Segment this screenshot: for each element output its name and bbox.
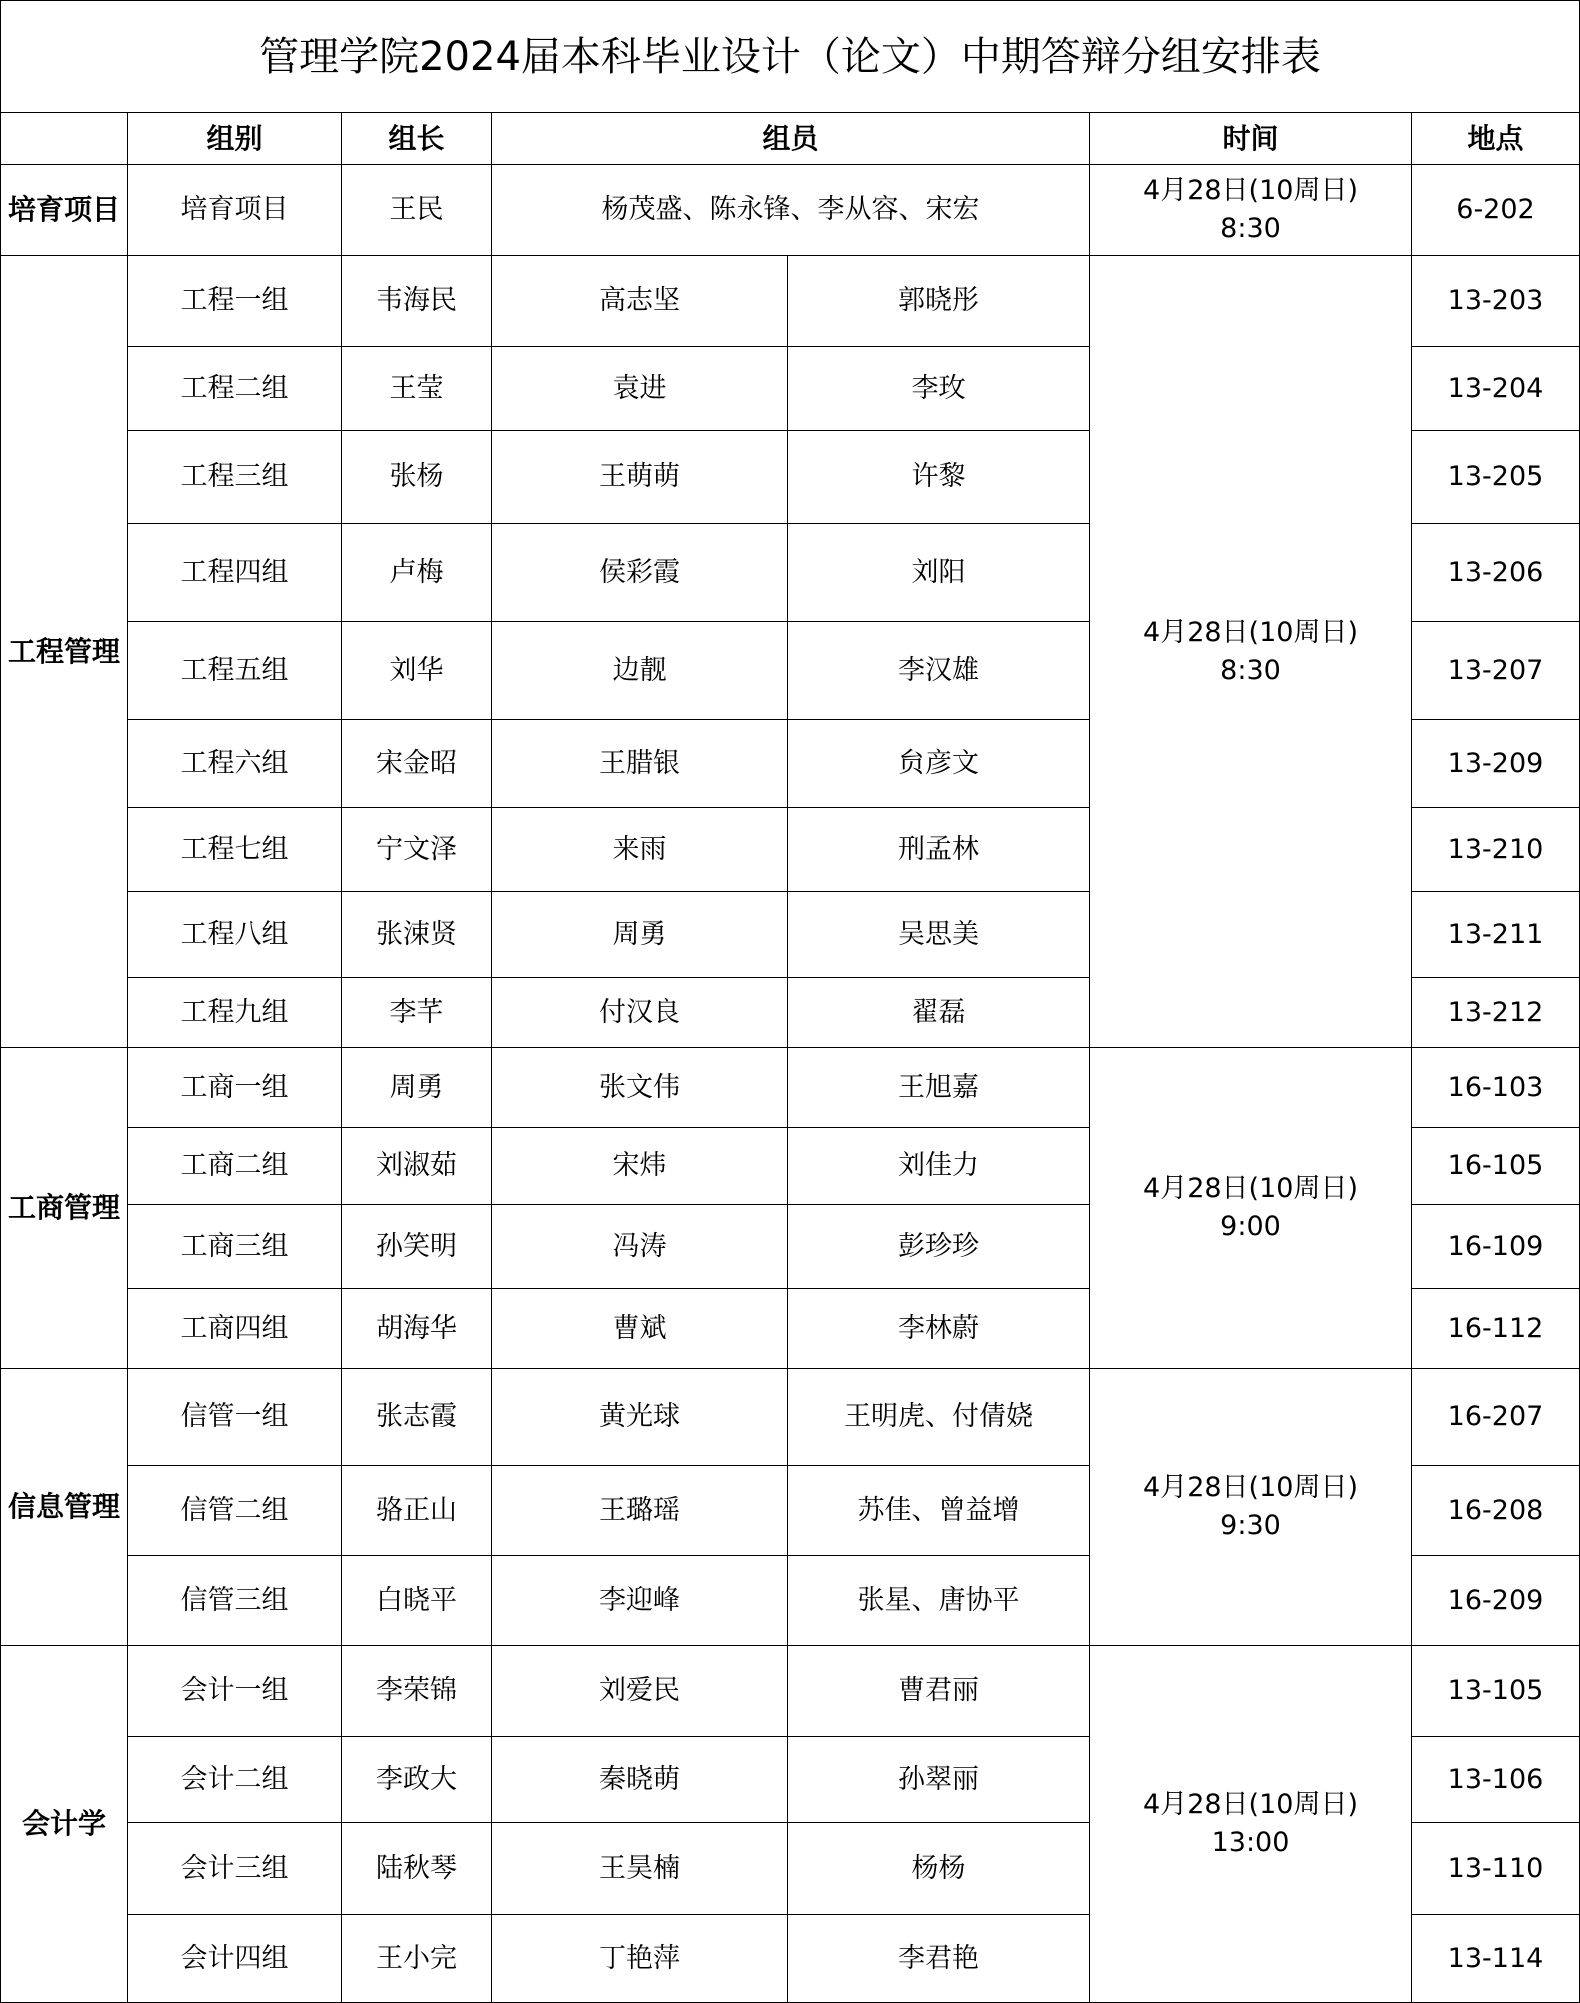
member-cell: 吴思美 [788, 892, 1090, 978]
place-cell: 16-209 [1412, 1556, 1580, 1646]
place-cell: 13-106 [1412, 1737, 1580, 1823]
page-title: 管理学院2024届本科毕业设计（论文）中期答辩分组安排表 [1, 1, 1580, 113]
leader-cell: 孙笑明 [342, 1205, 492, 1289]
leader-cell: 陆秋琴 [342, 1823, 492, 1915]
time-clock: 8:30 [1220, 213, 1281, 244]
member-cell: 王萌萌 [492, 431, 788, 524]
place-cell: 13-203 [1412, 256, 1580, 347]
leader-cell: 韦海民 [342, 256, 492, 347]
place-cell: 13-114 [1412, 1915, 1580, 2003]
member-cell: 李汉雄 [788, 622, 1090, 720]
member-cell: 张文伟 [492, 1048, 788, 1128]
dept-label: 会计学 [1, 1646, 128, 2003]
group-cell: 工商二组 [128, 1128, 342, 1205]
member-cell: 王腊银 [492, 720, 788, 808]
member-cell: 边靓 [492, 622, 788, 720]
time-clock: 9:00 [1220, 1211, 1281, 1242]
member-cell: 曹斌 [492, 1289, 788, 1369]
leader-cell: 骆正山 [342, 1466, 492, 1556]
leader-cell: 刘华 [342, 622, 492, 720]
time-cell [1090, 165, 1412, 256]
leader-cell: 张志霞 [342, 1369, 492, 1466]
time-cell [1090, 1048, 1412, 1369]
group-cell: 工商一组 [128, 1048, 342, 1128]
group-cell: 会计三组 [128, 1823, 342, 1915]
group-cell: 工商三组 [128, 1205, 342, 1289]
member-cell: 刑孟林 [788, 808, 1090, 892]
group-cell: 会计二组 [128, 1737, 342, 1823]
member-cell: 侯彩霞 [492, 524, 788, 622]
member-cell: 彭珍珍 [788, 1205, 1090, 1289]
leader-cell: 卢梅 [342, 524, 492, 622]
header-time: 时间 [1090, 113, 1412, 165]
group-cell: 工程八组 [128, 892, 342, 978]
time-date: 4月28日(10周日) [1143, 1472, 1358, 1503]
table-row [1, 1369, 1580, 1466]
header-dept [1, 113, 128, 165]
place-cell: 16-208 [1412, 1466, 1580, 1556]
member-cell: 袁进 [492, 347, 788, 431]
member-cell: 来雨 [492, 808, 788, 892]
header-leader: 组长 [342, 113, 492, 165]
member-cell: 王昊楠 [492, 1823, 788, 1915]
member-cell: 付汉良 [492, 978, 788, 1048]
member-cell: 李迎峰 [492, 1556, 788, 1646]
member-cell: 黄光球 [492, 1369, 788, 1466]
member-cell: 王明虎、付倩娆 [788, 1369, 1090, 1466]
dept-label: 培育项目 [1, 165, 128, 256]
time-clock: 9:30 [1220, 1510, 1281, 1541]
place-cell: 13-211 [1412, 892, 1580, 978]
place-cell: 16-112 [1412, 1289, 1580, 1369]
time-cell [1090, 256, 1412, 1048]
group-cell: 工程六组 [128, 720, 342, 808]
header-place: 地点 [1412, 113, 1580, 165]
leader-cell: 刘淑茹 [342, 1128, 492, 1205]
group-cell: 信管一组 [128, 1369, 342, 1466]
member-cell: 李林蔚 [788, 1289, 1090, 1369]
member-cell: 冯涛 [492, 1205, 788, 1289]
leader-cell: 王小完 [342, 1915, 492, 2003]
leader-cell: 周勇 [342, 1048, 492, 1128]
leader-cell: 张涑贤 [342, 892, 492, 978]
place-cell: 13-204 [1412, 347, 1580, 431]
member-cell: 王旭嘉 [788, 1048, 1090, 1128]
leader-cell: 宁文泽 [342, 808, 492, 892]
leader-cell: 王民 [342, 165, 492, 256]
group-cell: 工程四组 [128, 524, 342, 622]
members-cell: 杨茂盛、陈永锋、李从容、宋宏 [492, 165, 1090, 256]
place-cell: 13-105 [1412, 1646, 1580, 1737]
time-date: 4月28日(10周日) [1143, 616, 1358, 648]
group-cell: 信管二组 [128, 1466, 342, 1556]
header-row [1, 113, 1580, 165]
place-cell: 13-110 [1412, 1823, 1580, 1915]
dept-label: 工程管理 [1, 256, 128, 1048]
member-cell: 翟磊 [788, 978, 1090, 1048]
member-cell: 丁艳萍 [492, 1915, 788, 2003]
member-cell: 孙翠丽 [788, 1737, 1090, 1823]
time-cell [1090, 1646, 1412, 2003]
header-group: 组别 [128, 113, 342, 165]
place-cell: 13-206 [1412, 524, 1580, 622]
place-cell: 13-205 [1412, 431, 1580, 524]
time-clock: 8:30 [1220, 654, 1281, 686]
member-cell: 苏佳、曾益增 [788, 1466, 1090, 1556]
leader-cell: 白晓平 [342, 1556, 492, 1646]
place-cell: 16-103 [1412, 1048, 1580, 1128]
place-cell: 13-210 [1412, 808, 1580, 892]
table-row [1, 1646, 1580, 1737]
place-cell: 16-109 [1412, 1205, 1580, 1289]
member-cell: 郭晓彤 [788, 256, 1090, 347]
time-date: 4月28日(10周日) [1143, 1173, 1358, 1204]
place-cell: 16-207 [1412, 1369, 1580, 1466]
group-cell: 培育项目 [128, 165, 342, 256]
group-cell: 信管三组 [128, 1556, 342, 1646]
member-cell: 李玫 [788, 347, 1090, 431]
group-cell: 工程五组 [128, 622, 342, 720]
table-row [1, 165, 1580, 256]
member-cell: 杨杨 [788, 1823, 1090, 1915]
group-cell: 工程二组 [128, 347, 342, 431]
member-cell: 许黎 [788, 431, 1090, 524]
member-cell: 曹君丽 [788, 1646, 1090, 1737]
group-cell: 工商四组 [128, 1289, 342, 1369]
time-date: 4月28日(10周日) [1143, 175, 1358, 206]
group-cell: 会计四组 [128, 1915, 342, 2003]
place-cell: 6-202 [1412, 165, 1580, 256]
place-cell: 13-212 [1412, 978, 1580, 1048]
member-cell: 刘阳 [788, 524, 1090, 622]
header-members: 组员 [492, 113, 1090, 165]
leader-cell: 张杨 [342, 431, 492, 524]
member-cell: 刘爱民 [492, 1646, 788, 1737]
member-cell: 宋炜 [492, 1128, 788, 1205]
group-cell: 会计一组 [128, 1646, 342, 1737]
member-cell: 贠彦文 [788, 720, 1090, 808]
place-cell: 13-207 [1412, 622, 1580, 720]
dept-label: 信息管理 [1, 1369, 128, 1646]
member-cell: 张星、唐协平 [788, 1556, 1090, 1646]
group-cell: 工程七组 [128, 808, 342, 892]
leader-cell: 李政大 [342, 1737, 492, 1823]
group-cell: 工程九组 [128, 978, 342, 1048]
member-cell: 李君艳 [788, 1915, 1090, 2003]
group-cell: 工程三组 [128, 431, 342, 524]
member-cell: 刘佳力 [788, 1128, 1090, 1205]
member-cell: 王璐瑶 [492, 1466, 788, 1556]
leader-cell: 李荣锦 [342, 1646, 492, 1737]
time-date: 4月28日(10周日) [1143, 1789, 1358, 1820]
dept-label: 工商管理 [1, 1048, 128, 1369]
time-clock: 13:00 [1211, 1827, 1290, 1858]
table-row [1, 1048, 1580, 1128]
time-cell [1090, 1369, 1412, 1646]
leader-cell: 胡海华 [342, 1289, 492, 1369]
table-row [1, 256, 1580, 347]
place-cell: 16-105 [1412, 1128, 1580, 1205]
place-cell: 13-209 [1412, 720, 1580, 808]
leader-cell: 李芊 [342, 978, 492, 1048]
leader-cell: 宋金昭 [342, 720, 492, 808]
member-cell: 周勇 [492, 892, 788, 978]
group-cell: 工程一组 [128, 256, 342, 347]
member-cell: 高志坚 [492, 256, 788, 347]
leader-cell: 王莹 [342, 347, 492, 431]
member-cell: 秦晓萌 [492, 1737, 788, 1823]
